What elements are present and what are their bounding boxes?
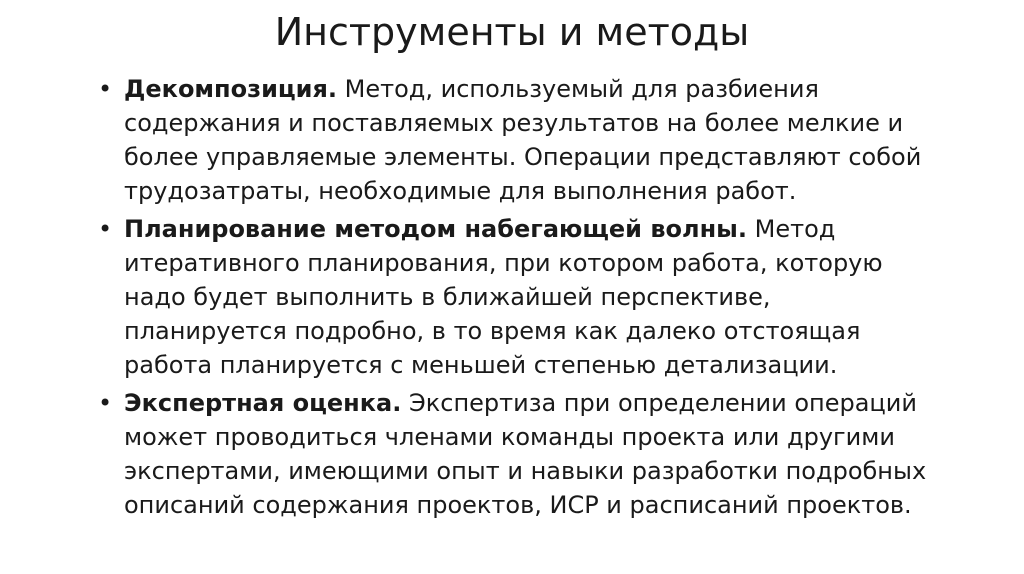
bullet-term: Экспертная оценка. [124,389,402,417]
bullet-item-rolling-wave-planning [96,212,936,382]
bullet-dot-icon: • [98,75,113,103]
bullet-term: Декомпозиция. [124,75,338,103]
bullet-text: Метод итеративного планирования, при котором работа, которую надо будет выполнить в ближайшей перспективе, планируется подробно, в то время как далеко отстоящая работа планируется с меньшей степенью детализации. [124,215,883,379]
bullet-list [96,72,936,526]
bullet-item-expert-judgment [96,386,936,522]
bullet-item-decomposition [96,72,936,208]
bullet-dot-icon: • [98,215,113,243]
slide-title: Инструменты и методы [274,10,750,54]
bullet-text: Экспертиза при определении операций может проводиться членами команды проекта или другими экспертами, имеющими опыт и навыки разработки подробных описаний содержания проектов, ИСР и расписаний проектов. [124,389,927,519]
bullet-text: Метод, используемый для разбиения содержания и поставляемых результатов на более мелкие и более управляемые элементы. Операции представляют собой трудозатраты, необходимые для выполнения работ. [124,75,922,205]
bullet-dot-icon: • [98,389,113,417]
bullet-term: Планирование методом набегающей волны. [124,215,747,243]
